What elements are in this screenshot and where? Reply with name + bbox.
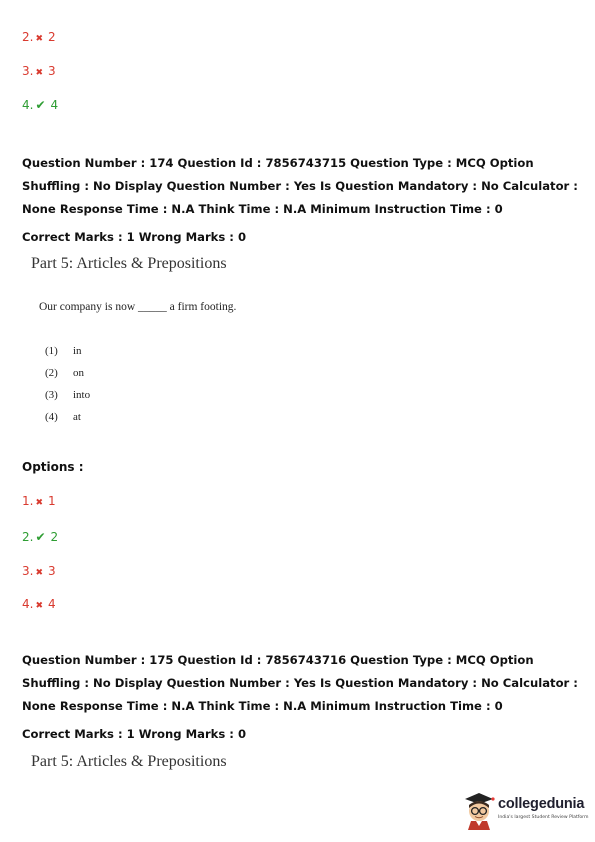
choice-item: (3) into bbox=[45, 389, 91, 401]
collegedunia-logo bbox=[462, 790, 587, 830]
question-marks: Correct Marks : 1 Wrong Marks : 0 bbox=[22, 727, 247, 741]
question-meta: Question Number : 174 Question Id : 7856743715 Question Type : MCQ Option Shuffling : No Display Question Number : Yes Is Question Mandatory : No Calculator : None Response Time : N.A Think Time : N.A Minimum Instruction Time : 0 bbox=[22, 156, 578, 216]
logo-brand: collegedunia bbox=[498, 796, 585, 812]
option-item: 1. ✖ 1 bbox=[22, 494, 56, 508]
option-item: 4. ✔ 4 bbox=[22, 98, 59, 112]
cross-icon: ✖ bbox=[35, 601, 43, 611]
cross-icon: ✖ bbox=[35, 68, 43, 78]
option-item: 2. ✔ 2 bbox=[22, 530, 59, 544]
question-meta: Question Number : 175 Question Id : 7856743716 Question Type : MCQ Option Shuffling : No Display Question Number : Yes Is Question Mandatory : No Calculator : None Response Time : N.A Think Time : N.A Minimum Instruction Time : 0 bbox=[22, 653, 578, 713]
choice-item: (1) in bbox=[45, 345, 82, 357]
cross-icon: ✖ bbox=[35, 34, 43, 44]
question-marks: Correct Marks : 1 Wrong Marks : 0 bbox=[22, 230, 247, 244]
option-item: 3. ✖ 3 bbox=[22, 64, 56, 78]
option-item: 4. ✖ 4 bbox=[22, 597, 56, 611]
choice-item: (4) at bbox=[45, 411, 81, 423]
cross-icon: ✖ bbox=[35, 568, 43, 578]
check-icon: ✔ bbox=[35, 98, 46, 112]
check-icon: ✔ bbox=[35, 530, 46, 544]
section-heading: Part 5: Articles & Prepositions bbox=[31, 255, 227, 272]
section-heading: Part 5: Articles & Prepositions bbox=[31, 753, 227, 770]
logo-tagline: India's largest Student Review Platform bbox=[498, 815, 589, 820]
graduate-mascot-icon bbox=[462, 790, 496, 830]
options-label: Options : bbox=[22, 460, 84, 474]
cross-icon: ✖ bbox=[35, 498, 43, 508]
choice-item: (2) on bbox=[45, 367, 84, 379]
question-text: Our company is now _____ a firm footing. bbox=[39, 301, 237, 313]
option-item: 3. ✖ 3 bbox=[22, 564, 56, 578]
option-item: 2. ✖ 2 bbox=[22, 30, 56, 44]
